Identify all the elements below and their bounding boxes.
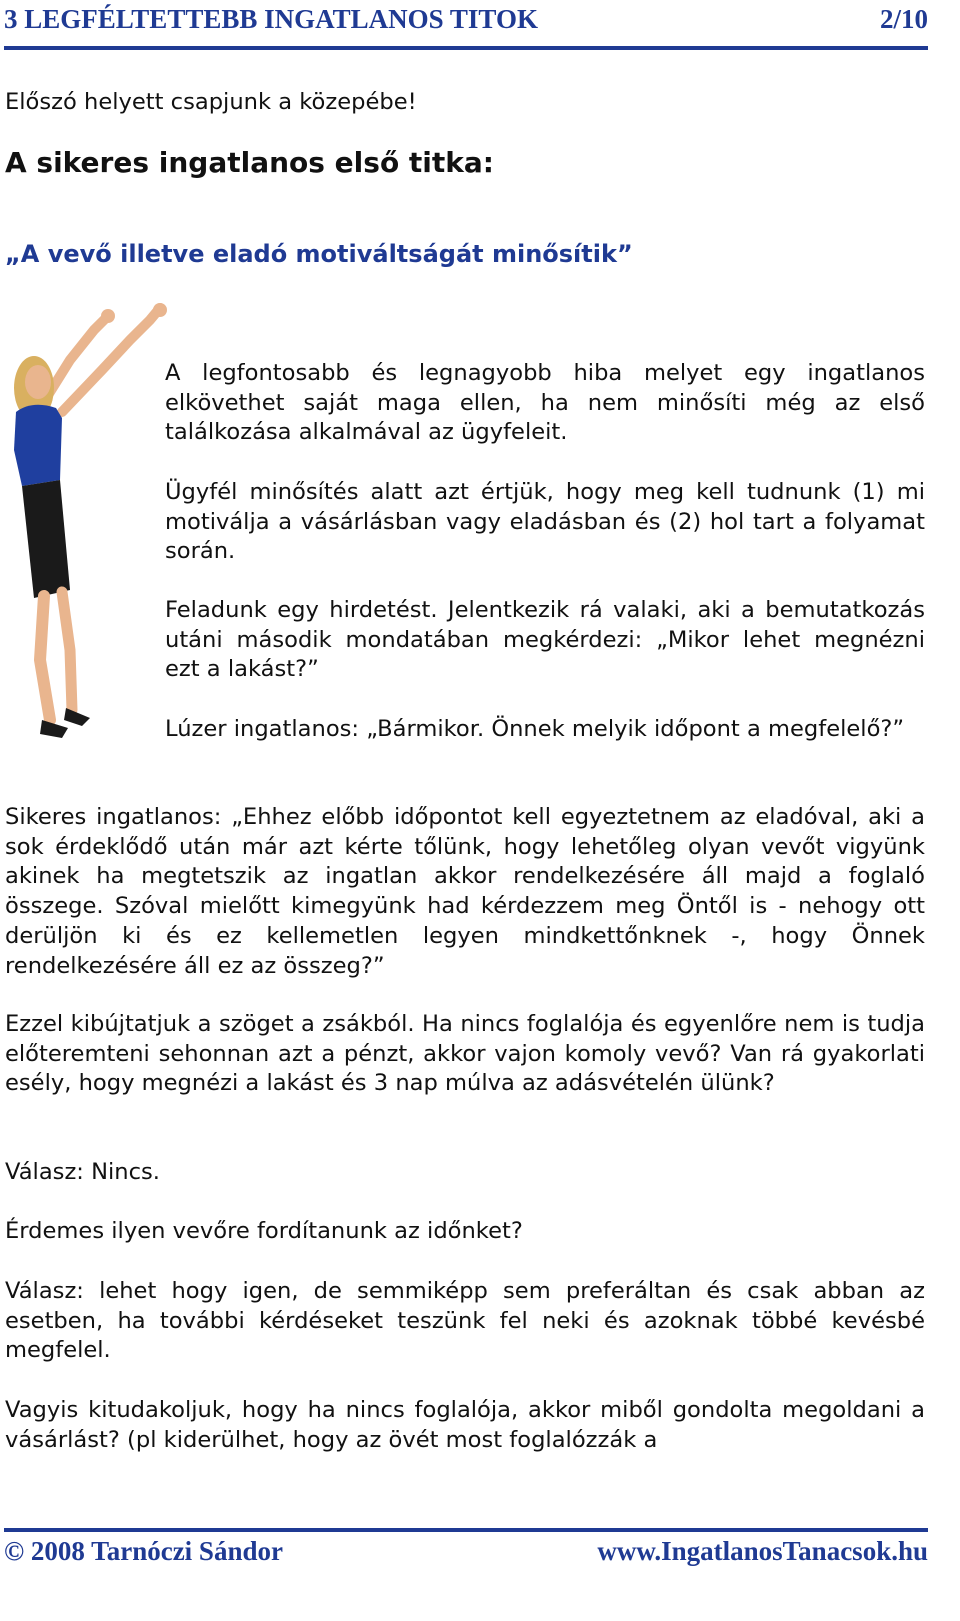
paragraph: Érdemes ilyen vevőre fordítanunk az időnket? <box>5 1218 523 1244</box>
footer-website: www.IngatlanosTanacsok.hu <box>597 1536 928 1566</box>
header-title: 3 LEGFÉLTETTEBB INGATLANOS TITOK <box>4 4 538 34</box>
paragraph: Ügyfél minősítés alatt azt értjük, hogy meg kell tudnunk (1) mi motiválja a vásárlásban vagy eladásban és (2) hol tart a folyamat során. <box>165 479 925 565</box>
quote-title: „A vevő illetve eladó motiváltságát minősítik” <box>5 240 633 268</box>
footer-copyright: © 2008 Tarnóczi Sándor <box>4 1536 283 1566</box>
paragraph: Sikeres ingatlanos: „Ehhez előbb időpontot kell egyeztetnem az eladóval, aki a sok érdeklődő után már azt kérte tőlünk, hogy lehetőleg olyan vevőt vigyünk akinek ha megtetszik az ingatlan akkor rendelkezésére áll majd a foglaló összege. Szóval mielőtt kimegyünk had kérdezzem meg Öntől is - nehogy ott derüljön ki és ez kellemetlen legyen mindkettőnknek -, hogy Önnek rendelkezésére áll ez az összeg?” <box>5 804 925 979</box>
page-header <box>4 0 928 50</box>
paragraph: Lúzer ingatlanos: „Bármikor. Önnek melyik időpont a megfelelő?” <box>165 716 905 742</box>
paragraph: Vagyis kitudakoljuk, hogy ha nincs foglalója, akkor miből gondolta megoldani a vásárlást? (pl kiderülhet, hogy az övét most foglalózzák a <box>5 1397 925 1453</box>
page-number: 2/10 <box>879 4 928 34</box>
intro-text: Előszó helyett csapjunk a közepébe! <box>5 89 417 115</box>
section-title: A sikeres ingatlanos első titka: <box>5 146 495 179</box>
paragraph: Ezzel kibújtatjuk a szöget a zsákból. Ha nincs foglalója és egyenlőre nem is tudja előteremteni sehonnan azt a pénzt, akkor vajon komoly vevő? Van rá gyakorlati esély, hogy megnézi a lakást és 3 nap múlva az adásvételén ülünk? <box>5 1011 925 1097</box>
paragraph: Feladunk egy hirdetést. Jelentkezik rá valaki, aki a bemutatkozás utáni második mondatában megkérdezi: „Mikor lehet megnézni ezt a lakást?” <box>165 597 925 683</box>
paragraph: Válasz: lehet hogy igen, de semmiképp sem preferáltan és csak abban az esetben, ha további kérdéseket teszünk fel neki és azoknak többé kevésbé megfelel. <box>5 1278 925 1364</box>
page-footer <box>4 1528 928 1572</box>
woman-illustration <box>10 300 170 750</box>
paragraph: Válasz: Nincs. <box>5 1159 160 1185</box>
paragraph: A legfontosabb és legnagyobb hiba melyet egy ingatlanos elkövethet saját maga ellen, ha nem minősíti még az első találkozása alkalmával az ügyfeleit. <box>165 360 925 446</box>
